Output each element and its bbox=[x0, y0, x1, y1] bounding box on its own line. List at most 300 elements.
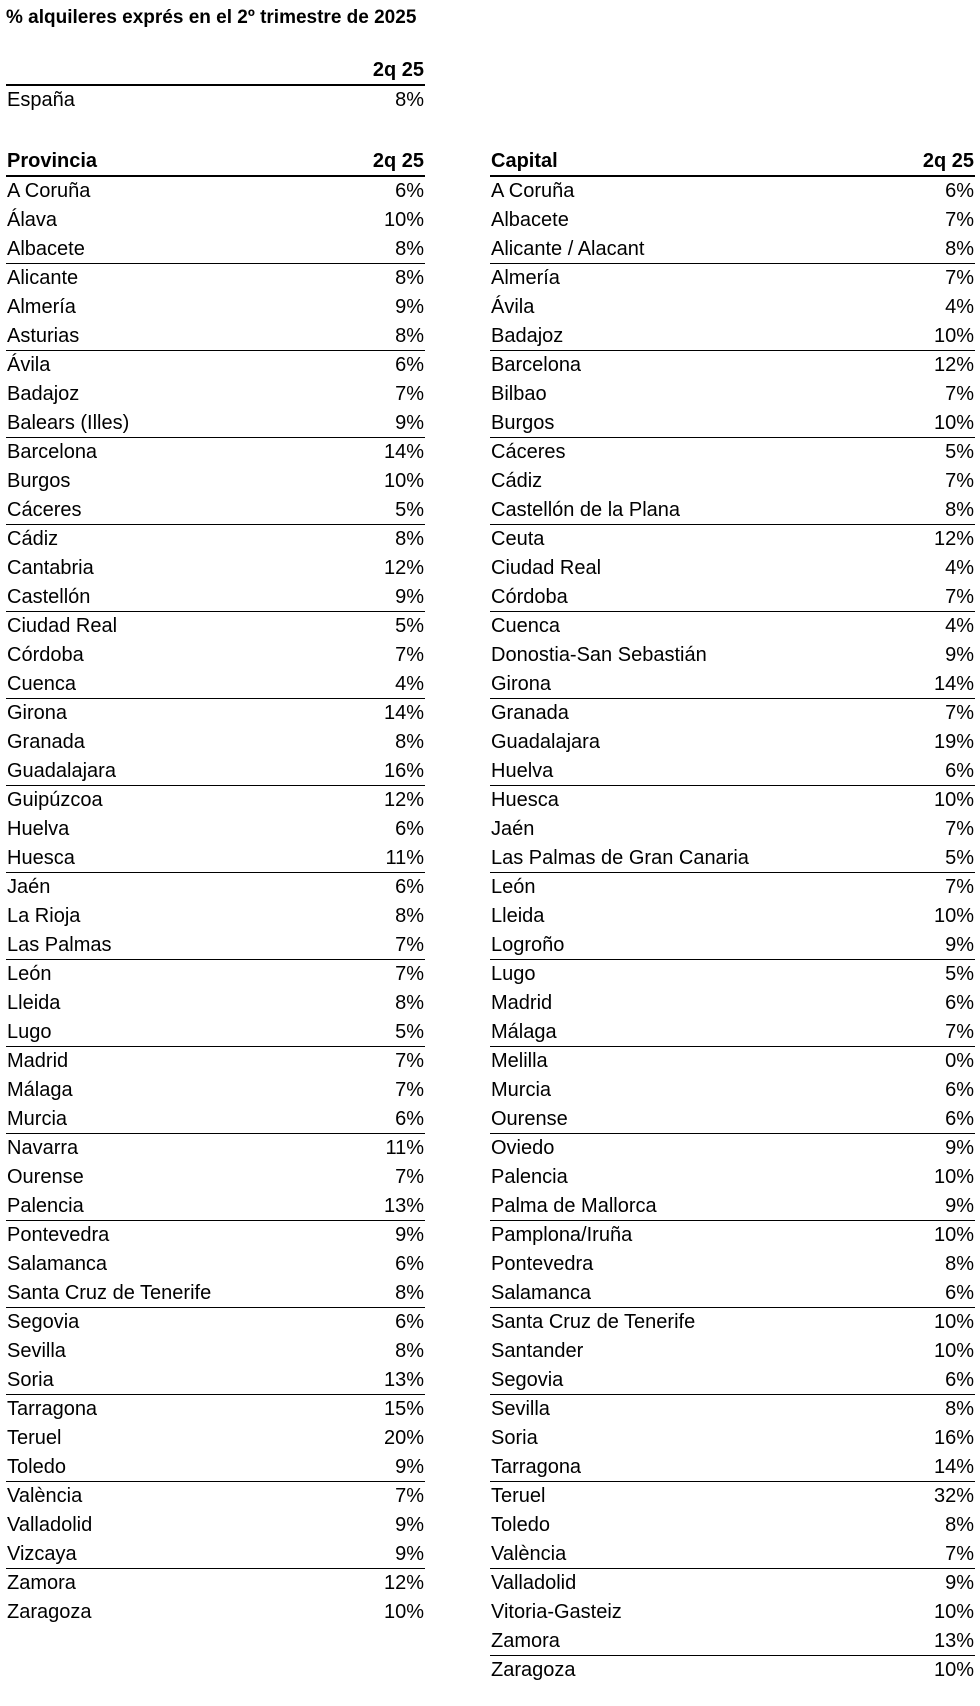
provincia-row-value: 15% bbox=[383, 1398, 424, 1420]
provincia-table-row bbox=[6, 989, 425, 1018]
capital-row-value: 7% bbox=[945, 876, 974, 898]
provincia-row-value: 14% bbox=[383, 441, 424, 463]
provincia-row-name: Cáceres bbox=[7, 498, 82, 521]
spain-table-header bbox=[6, 57, 425, 86]
capital-table-row bbox=[490, 1018, 975, 1047]
provincia-table-row bbox=[6, 1221, 425, 1250]
capital-row-value: 10% bbox=[933, 1311, 974, 1333]
capital-row-name: Zaragoza bbox=[491, 1659, 576, 1681]
provincia-table-row bbox=[6, 1163, 425, 1192]
capital-table-row bbox=[490, 177, 975, 206]
capital-table-row bbox=[490, 264, 975, 293]
provincia-row-name: Alicante bbox=[7, 267, 79, 289]
capital-row-name: Huelva bbox=[491, 759, 554, 782]
capital-row-value: 10% bbox=[933, 1601, 974, 1623]
provincia-row-name: León bbox=[7, 963, 52, 985]
provincia-row-value: 6% bbox=[395, 876, 424, 898]
capital-table-row bbox=[490, 1105, 975, 1134]
capital-row-name: Santander bbox=[491, 1340, 584, 1362]
capital-row-value: 7% bbox=[945, 267, 974, 289]
provincia-row-name: Ávila bbox=[7, 354, 51, 376]
provincia-row-value: 8% bbox=[395, 731, 424, 753]
capital-period-header: 2q 25 bbox=[922, 150, 974, 172]
capital-row-value: 5% bbox=[945, 963, 974, 985]
provincia-row-name: Huelva bbox=[7, 818, 70, 840]
provincia-row-name: Zamora bbox=[7, 1572, 76, 1594]
capital-row-name: Badajoz bbox=[491, 324, 564, 347]
capital-row-name: Vitoria-Gasteiz bbox=[491, 1601, 622, 1623]
provincia-row-name: Cantabria bbox=[7, 557, 94, 579]
capital-row-value: 6% bbox=[945, 1368, 974, 1391]
provincia-period-header: 2q 25 bbox=[372, 150, 424, 172]
capital-table-row bbox=[490, 322, 975, 351]
capital-table-row bbox=[490, 873, 975, 902]
capital-table-row bbox=[490, 1192, 975, 1221]
capital-table-header bbox=[490, 148, 975, 177]
provincia-table-row bbox=[6, 1076, 425, 1105]
provincia-table-row bbox=[6, 1250, 425, 1279]
provincia-table-row bbox=[6, 322, 425, 351]
provincia-row-name: Las Palmas bbox=[7, 933, 112, 956]
provincia-row-value: 9% bbox=[395, 296, 424, 318]
capital-row-value: 6% bbox=[945, 1079, 974, 1101]
capital-table-row bbox=[490, 786, 975, 815]
capital-row-name: Cáceres bbox=[491, 441, 566, 463]
provincia-row-value: 7% bbox=[395, 1050, 424, 1072]
provincia-row-value: 9% bbox=[395, 585, 424, 608]
capital-row-name: Segovia bbox=[491, 1368, 564, 1391]
capital-table-row bbox=[490, 380, 975, 409]
provincia-row-name: A Coruña bbox=[7, 180, 91, 202]
capital-row-name: León bbox=[491, 876, 536, 898]
provincia-table-row bbox=[6, 1308, 425, 1337]
capital-table-row bbox=[490, 1163, 975, 1192]
capital-table-row bbox=[490, 206, 975, 235]
capital-table-row bbox=[490, 757, 975, 786]
capital-row-name: Teruel bbox=[491, 1485, 546, 1507]
capital-row-value: 6% bbox=[945, 1107, 974, 1130]
capital-table-row bbox=[490, 467, 975, 496]
capital-table-row bbox=[490, 1511, 975, 1540]
capital-row-value: 10% bbox=[933, 324, 974, 347]
provincia-table-row bbox=[6, 1366, 425, 1395]
capital-table-row bbox=[490, 902, 975, 931]
provincia-row-value: 7% bbox=[395, 644, 424, 666]
provincia-table-row bbox=[6, 699, 425, 728]
provincia-row-name: Ciudad Real bbox=[7, 615, 118, 637]
provincia-row-value: 6% bbox=[395, 1107, 424, 1130]
provincia-row-name: Córdoba bbox=[7, 644, 84, 666]
capital-table-row bbox=[490, 1598, 975, 1627]
provincia-table-row bbox=[6, 293, 425, 322]
provincia-row-name: Segovia bbox=[7, 1311, 80, 1333]
capital-row-name: Pontevedra bbox=[491, 1253, 594, 1275]
capital-row-name: Toledo bbox=[491, 1514, 550, 1536]
capital-row-name: Ciudad Real bbox=[491, 557, 602, 579]
capital-row-value: 10% bbox=[933, 1340, 974, 1362]
provincia-row-value: 7% bbox=[395, 1166, 424, 1188]
capital-row-name: Las Palmas de Gran Canaria bbox=[491, 846, 749, 869]
provincia-table-header bbox=[6, 148, 425, 177]
capital-row-value: 5% bbox=[945, 846, 974, 869]
spain-period-header: 2q 25 bbox=[372, 59, 424, 81]
provincia-table-row bbox=[6, 728, 425, 757]
provincia-row-value: 6% bbox=[395, 354, 424, 376]
provincia-row-name: Zaragoza bbox=[7, 1601, 92, 1623]
capital-row-name: Barcelona bbox=[491, 354, 582, 376]
capital-table-row bbox=[490, 844, 975, 873]
capital-row-name: Burgos bbox=[491, 411, 555, 434]
provincia-row-value: 8% bbox=[395, 1340, 424, 1362]
capital-row-value: 4% bbox=[945, 557, 974, 579]
capital-row-name: Almería bbox=[491, 267, 560, 289]
capital-table-row bbox=[490, 1076, 975, 1105]
provincia-table-row bbox=[6, 1337, 425, 1366]
capital-table-row bbox=[490, 1047, 975, 1076]
provincia-row-name: Guipúzcoa bbox=[7, 789, 103, 811]
provincia-table-row bbox=[6, 1482, 425, 1511]
capital-row-value: 9% bbox=[945, 1194, 974, 1217]
capital-row-name: Sevilla bbox=[491, 1398, 550, 1420]
provincia-table-row bbox=[6, 264, 425, 293]
capital-table-row bbox=[490, 235, 975, 264]
capital-table-row bbox=[490, 554, 975, 583]
capital-row-name: Santa Cruz de Tenerife bbox=[491, 1311, 696, 1333]
capital-row-value: 14% bbox=[933, 1455, 974, 1478]
capital-row-value: 7% bbox=[945, 383, 974, 405]
capital-table-row bbox=[490, 728, 975, 757]
capital-table bbox=[490, 148, 975, 1685]
capital-table-row bbox=[490, 438, 975, 467]
capital-row-name: Logroño bbox=[491, 933, 565, 956]
capital-row-name: Bilbao bbox=[491, 383, 547, 405]
capital-row-value: 6% bbox=[945, 180, 974, 202]
provincia-row-value: 12% bbox=[383, 1572, 424, 1594]
provincia-row-value: 9% bbox=[395, 1514, 424, 1536]
capital-row-name: Alicante / Alacant bbox=[491, 237, 645, 260]
capital-table-row bbox=[490, 670, 975, 699]
provincia-table-row bbox=[6, 206, 425, 235]
provincia-row-value: 4% bbox=[395, 672, 424, 695]
provincia-table-row bbox=[6, 1424, 425, 1453]
provincia-row-name: Sevilla bbox=[7, 1340, 66, 1362]
capital-table-row bbox=[490, 1627, 975, 1656]
provincia-row-name: Álava bbox=[7, 209, 58, 231]
provincia-row-value: 12% bbox=[383, 789, 424, 811]
capital-row-value: 10% bbox=[933, 411, 974, 434]
capital-row-value: 4% bbox=[945, 296, 974, 318]
provincia-table-row bbox=[6, 554, 425, 583]
provincia-table-row bbox=[6, 177, 425, 206]
provincia-row-value: 5% bbox=[395, 615, 424, 637]
capital-row-value: 9% bbox=[945, 644, 974, 666]
provincia-row-value: 7% bbox=[395, 963, 424, 985]
capital-table-row bbox=[490, 612, 975, 641]
provincia-row-name: Badajoz bbox=[7, 383, 80, 405]
provincia-table-row bbox=[6, 1453, 425, 1482]
provincia-row-name: Murcia bbox=[7, 1107, 68, 1130]
capital-row-value: 10% bbox=[933, 1166, 974, 1188]
capital-row-name: Palencia bbox=[491, 1166, 568, 1188]
provincia-table-row bbox=[6, 612, 425, 641]
provincia-row-value: 11% bbox=[385, 846, 424, 869]
page-title: % alquileres exprés en el 2º trimestre de 2025 bbox=[6, 7, 417, 28]
capital-row-value: 6% bbox=[945, 992, 974, 1014]
provincia-row-name: València bbox=[7, 1485, 83, 1507]
capital-row-name: Granada bbox=[491, 702, 569, 724]
provincia-row-name: Pontevedra bbox=[7, 1224, 110, 1246]
provincia-row-name: Toledo bbox=[7, 1455, 66, 1478]
provincia-row-name: Palencia bbox=[7, 1194, 84, 1217]
spain-table bbox=[6, 57, 425, 115]
provincia-row-name: Tarragona bbox=[7, 1398, 98, 1420]
provincia-table-row bbox=[6, 1105, 425, 1134]
provincia-row-value: 11% bbox=[385, 1137, 424, 1159]
provincia-table-row bbox=[6, 670, 425, 699]
provincia-row-name: Lugo bbox=[7, 1020, 52, 1043]
provincia-row-value: 6% bbox=[395, 818, 424, 840]
capital-header-label: Capital bbox=[491, 150, 558, 172]
provincia-row-name: Jaén bbox=[7, 876, 51, 898]
capital-row-value: 9% bbox=[945, 1137, 974, 1159]
capital-row-name: Pamplona/Iruña bbox=[491, 1224, 633, 1246]
capital-table-row bbox=[490, 1134, 975, 1163]
capital-row-value: 6% bbox=[945, 759, 974, 782]
provincia-table-row bbox=[6, 380, 425, 409]
provincia-row-name: Cuenca bbox=[7, 672, 76, 695]
provincia-row-name: Salamanca bbox=[7, 1253, 108, 1275]
capital-table-row bbox=[490, 1337, 975, 1366]
provincia-row-value: 8% bbox=[395, 1281, 424, 1304]
provincia-row-name: Lleida bbox=[7, 992, 61, 1014]
provincia-table-row bbox=[6, 757, 425, 786]
capital-table-row bbox=[490, 496, 975, 525]
provincia-row-name: Cádiz bbox=[7, 528, 59, 550]
provincia-row-value: 20% bbox=[383, 1427, 424, 1449]
capital-row-name: Albacete bbox=[491, 209, 569, 231]
capital-table-row bbox=[490, 409, 975, 438]
capital-row-value: 7% bbox=[945, 702, 974, 724]
provincia-row-name: Vizcaya bbox=[7, 1542, 77, 1565]
capital-row-value: 12% bbox=[933, 354, 974, 376]
capital-table-row bbox=[490, 1279, 975, 1308]
provincia-header-label: Provincia bbox=[7, 150, 98, 172]
provincia-row-value: 8% bbox=[395, 905, 424, 927]
capital-row-value: 10% bbox=[933, 789, 974, 811]
provincia-rows bbox=[6, 177, 425, 1627]
spain-label: España bbox=[7, 89, 75, 111]
provincia-row-name: Barcelona bbox=[7, 441, 98, 463]
capital-row-value: 7% bbox=[945, 470, 974, 492]
provincia-table-row bbox=[6, 1511, 425, 1540]
provincia-row-value: 8% bbox=[395, 267, 424, 289]
provincia-table-row bbox=[6, 409, 425, 438]
capital-row-value: 8% bbox=[945, 1398, 974, 1420]
capital-row-name: Soria bbox=[491, 1427, 538, 1449]
provincia-row-name: Madrid bbox=[7, 1050, 69, 1072]
capital-row-value: 10% bbox=[933, 905, 974, 927]
provincia-row-name: Teruel bbox=[7, 1427, 62, 1449]
capital-row-value: 9% bbox=[945, 933, 974, 956]
capital-table-row bbox=[490, 1221, 975, 1250]
spain-row bbox=[6, 86, 425, 115]
capital-table-row bbox=[490, 525, 975, 554]
capital-table-row bbox=[490, 583, 975, 612]
provincia-row-name: Soria bbox=[7, 1368, 54, 1391]
provincia-table-row bbox=[6, 815, 425, 844]
provincia-row-value: 6% bbox=[395, 180, 424, 202]
capital-table-row bbox=[490, 641, 975, 670]
capital-row-value: 8% bbox=[945, 1253, 974, 1275]
capital-row-name: València bbox=[491, 1542, 567, 1565]
provincia-row-name: Navarra bbox=[7, 1137, 79, 1159]
provincia-row-value: 7% bbox=[395, 1485, 424, 1507]
capital-row-value: 10% bbox=[933, 1659, 974, 1681]
capital-table-row bbox=[490, 1482, 975, 1511]
provincia-table-row bbox=[6, 1279, 425, 1308]
provincia-row-value: 13% bbox=[383, 1194, 424, 1217]
provincia-table-row bbox=[6, 960, 425, 989]
capital-row-value: 16% bbox=[933, 1427, 974, 1449]
capital-row-value: 14% bbox=[933, 672, 974, 695]
provincia-row-value: 12% bbox=[383, 557, 424, 579]
capital-table-row bbox=[490, 1366, 975, 1395]
capital-row-name: Valladolid bbox=[491, 1572, 577, 1594]
provincia-row-name: La Rioja bbox=[7, 905, 81, 927]
capital-table-row bbox=[490, 699, 975, 728]
capital-row-value: 13% bbox=[933, 1629, 974, 1652]
provincia-row-name: Burgos bbox=[7, 470, 71, 492]
provincia-table-row bbox=[6, 786, 425, 815]
capital-row-name: Jaén bbox=[491, 818, 535, 840]
capital-table-row bbox=[490, 1540, 975, 1569]
capital-table-row bbox=[490, 1569, 975, 1598]
capital-row-name: Cuenca bbox=[491, 615, 560, 637]
provincia-row-name: Granada bbox=[7, 731, 85, 753]
provincia-row-name: Huesca bbox=[7, 846, 75, 869]
provincia-row-name: Málaga bbox=[7, 1079, 73, 1101]
provincia-row-value: 13% bbox=[383, 1368, 424, 1391]
capital-row-value: 8% bbox=[945, 498, 974, 521]
capital-row-value: 12% bbox=[933, 528, 974, 550]
capital-row-name: Málaga bbox=[491, 1020, 557, 1043]
provincia-table-row bbox=[6, 1047, 425, 1076]
capital-row-name: Oviedo bbox=[491, 1137, 555, 1159]
capital-row-name: Madrid bbox=[491, 992, 553, 1014]
capital-row-name: Donostia-San Sebastián bbox=[491, 644, 707, 666]
capital-table-row bbox=[490, 293, 975, 322]
capital-table-row bbox=[490, 1424, 975, 1453]
capital-table-row bbox=[490, 815, 975, 844]
capital-row-name: Lleida bbox=[491, 905, 545, 927]
provincia-table-row bbox=[6, 235, 425, 264]
provincia-row-value: 10% bbox=[383, 209, 424, 231]
provincia-row-value: 7% bbox=[395, 933, 424, 956]
capital-row-value: 0% bbox=[945, 1050, 974, 1072]
capital-row-value: 7% bbox=[945, 209, 974, 231]
capital-rows bbox=[490, 177, 975, 1685]
provincia-row-value: 8% bbox=[395, 992, 424, 1014]
capital-row-name: Castellón de la Plana bbox=[491, 498, 681, 521]
provincia-table-row bbox=[6, 496, 425, 525]
provincia-table-row bbox=[6, 525, 425, 554]
capital-table-row bbox=[490, 1308, 975, 1337]
provincia-row-name: Albacete bbox=[7, 237, 85, 260]
capital-table-row bbox=[490, 351, 975, 380]
capital-table-row bbox=[490, 989, 975, 1018]
provincia-row-value: 8% bbox=[395, 528, 424, 550]
provincia-table-row bbox=[6, 1395, 425, 1424]
capital-table-row bbox=[490, 1656, 975, 1685]
capital-row-name: A Coruña bbox=[491, 180, 575, 202]
provincia-row-value: 16% bbox=[383, 759, 424, 782]
capital-row-value: 9% bbox=[945, 1572, 974, 1594]
provincia-row-value: 5% bbox=[395, 1020, 424, 1043]
provincia-row-value: 14% bbox=[383, 702, 424, 724]
capital-table-row bbox=[490, 1250, 975, 1279]
capital-row-value: 7% bbox=[945, 818, 974, 840]
capital-row-name: Zamora bbox=[491, 1629, 560, 1652]
provincia-row-value: 10% bbox=[383, 470, 424, 492]
provincia-table-row bbox=[6, 1018, 425, 1047]
capital-row-name: Córdoba bbox=[491, 585, 568, 608]
provincia-row-name: Asturias bbox=[7, 324, 80, 347]
provincia-row-name: Santa Cruz de Tenerife bbox=[7, 1281, 212, 1304]
capital-row-value: 7% bbox=[945, 1542, 974, 1565]
provincia-row-name: Valladolid bbox=[7, 1514, 93, 1536]
capital-row-name: Ávila bbox=[491, 296, 535, 318]
provincia-table-row bbox=[6, 351, 425, 380]
capital-table-row bbox=[490, 931, 975, 960]
provincia-table-row bbox=[6, 1134, 425, 1163]
provincia-table-row bbox=[6, 438, 425, 467]
capital-row-value: 19% bbox=[933, 731, 974, 753]
provincia-table-row bbox=[6, 931, 425, 960]
provincia-row-name: Girona bbox=[7, 702, 68, 724]
provincia-row-value: 7% bbox=[395, 383, 424, 405]
capital-table-row bbox=[490, 960, 975, 989]
spain-value: 8% bbox=[395, 89, 424, 111]
provincia-table-row bbox=[6, 1192, 425, 1221]
provincia-row-value: 9% bbox=[395, 1542, 424, 1565]
provincia-row-value: 6% bbox=[395, 1311, 424, 1333]
provincia-row-value: 6% bbox=[395, 1253, 424, 1275]
capital-row-value: 8% bbox=[945, 1514, 974, 1536]
provincia-table-row bbox=[6, 467, 425, 496]
provincia-table-row bbox=[6, 902, 425, 931]
capital-row-value: 6% bbox=[945, 1281, 974, 1304]
capital-table-row bbox=[490, 1395, 975, 1424]
capital-row-name: Cádiz bbox=[491, 470, 543, 492]
provincia-row-value: 9% bbox=[395, 1455, 424, 1478]
capital-row-name: Tarragona bbox=[491, 1455, 582, 1478]
capital-row-name: Lugo bbox=[491, 963, 536, 985]
provincia-row-name: Ourense bbox=[7, 1166, 84, 1188]
provincia-row-value: 8% bbox=[395, 324, 424, 347]
provincia-table-row bbox=[6, 1540, 425, 1569]
provincia-row-name: Almería bbox=[7, 296, 76, 318]
capital-row-value: 5% bbox=[945, 441, 974, 463]
provincia-table-row bbox=[6, 1598, 425, 1627]
capital-row-value: 7% bbox=[945, 1020, 974, 1043]
capital-row-name: Girona bbox=[491, 672, 552, 695]
provincia-table-row bbox=[6, 1569, 425, 1598]
capital-row-name: Huesca bbox=[491, 789, 559, 811]
capital-row-name: Ourense bbox=[491, 1107, 568, 1130]
provincia-table-row bbox=[6, 873, 425, 902]
provincia-row-value: 7% bbox=[395, 1079, 424, 1101]
capital-row-value: 32% bbox=[933, 1485, 974, 1507]
